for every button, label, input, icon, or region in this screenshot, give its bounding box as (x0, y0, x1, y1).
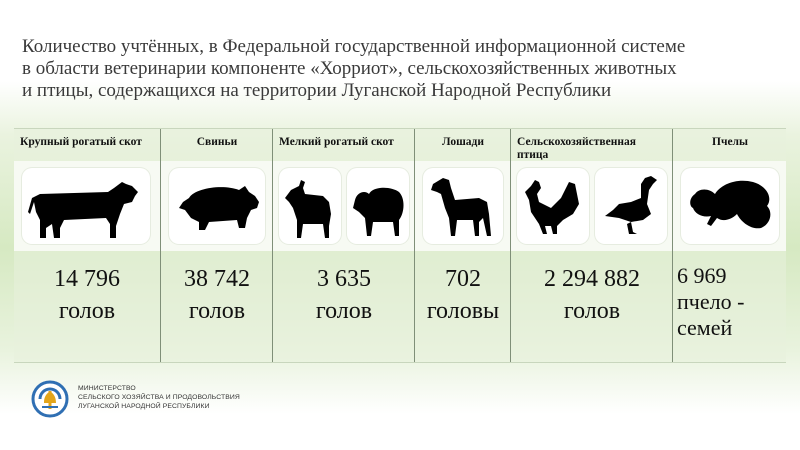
goat-icon (279, 168, 341, 244)
unit-bees-line-2: семей (677, 315, 733, 340)
value-small-ruminants (273, 263, 415, 327)
count-cattle: 14 796 (54, 266, 120, 292)
unit-pigs: голов (188, 298, 246, 324)
pig-card (169, 168, 265, 244)
goose-icon (595, 168, 667, 244)
ministry-line-3: ЛУГАНСКОЙ НАРОДНОЙ РЕСПУБЛИКИ (78, 403, 210, 410)
unit-poultry: голов (563, 298, 621, 324)
bee-card (681, 168, 779, 244)
column-header-bees: Пчелы (712, 136, 748, 148)
column-small-ruminants (272, 129, 415, 362)
sheep-card (347, 168, 409, 244)
sheep-icon (347, 168, 409, 244)
bee-icon (681, 168, 779, 244)
column-pigs (160, 129, 273, 362)
livestock-table (14, 128, 786, 363)
value-cattle (14, 263, 160, 327)
ministry-logo (30, 377, 240, 423)
column-horses (414, 129, 511, 362)
horse-icon (423, 168, 503, 244)
count-horses: 702 (445, 266, 481, 292)
rooster-icon (517, 168, 589, 244)
cow-icon (22, 168, 150, 244)
horse-card (423, 168, 503, 244)
unit-bees-line-1: пчело - (677, 289, 745, 314)
column-header-small-ruminants: Мелкий рогатый скот (279, 136, 394, 148)
value-bees (677, 263, 787, 341)
count-bees: 6 969 (677, 263, 727, 288)
value-pigs (161, 263, 273, 327)
goose-card (595, 168, 667, 244)
rooster-card (517, 168, 589, 244)
value-horses (415, 263, 511, 327)
unit-cattle: голов (58, 298, 116, 324)
count-pigs: 38 742 (184, 266, 250, 292)
ministry-line-1: МИНИСТЕРСТВО (78, 385, 136, 392)
cow-card (22, 168, 150, 244)
pig-icon (169, 168, 265, 244)
title-line-1: Количество учтённых, в Федеральной государственной информационной системе (22, 36, 686, 57)
value-poultry (511, 263, 673, 327)
column-bees (672, 129, 787, 362)
column-header-poultry: Сельскохозяйственная птица (517, 136, 636, 161)
ministry-line-2: СЕЛЬСКОГО ХОЗЯЙСТВА И ПРОДОВОЛЬСТВИЯ (78, 394, 240, 401)
page-title (22, 36, 762, 102)
count-poultry: 2 294 882 (544, 266, 640, 292)
title-line-3: и птицы, содержащихся на территории Луганской Народной Республики (22, 80, 612, 101)
column-poultry (510, 129, 673, 362)
goat-card (279, 168, 341, 244)
unit-small-ruminants: голов (315, 298, 373, 324)
column-header-horses: Лошади (442, 136, 484, 148)
ministry-emblem-icon (30, 379, 70, 419)
unit-horses: головы (426, 298, 500, 324)
column-header-pigs: Свиньи (196, 136, 238, 148)
ministry-name (78, 384, 240, 411)
column-cattle (14, 129, 160, 362)
title-line-2: в области ветеринарии компоненте «Хорриот», сельскохозяйственных животных (22, 58, 677, 79)
column-header-cattle: Крупный рогатый скот (20, 136, 142, 148)
count-small-ruminants: 3 635 (317, 266, 371, 292)
